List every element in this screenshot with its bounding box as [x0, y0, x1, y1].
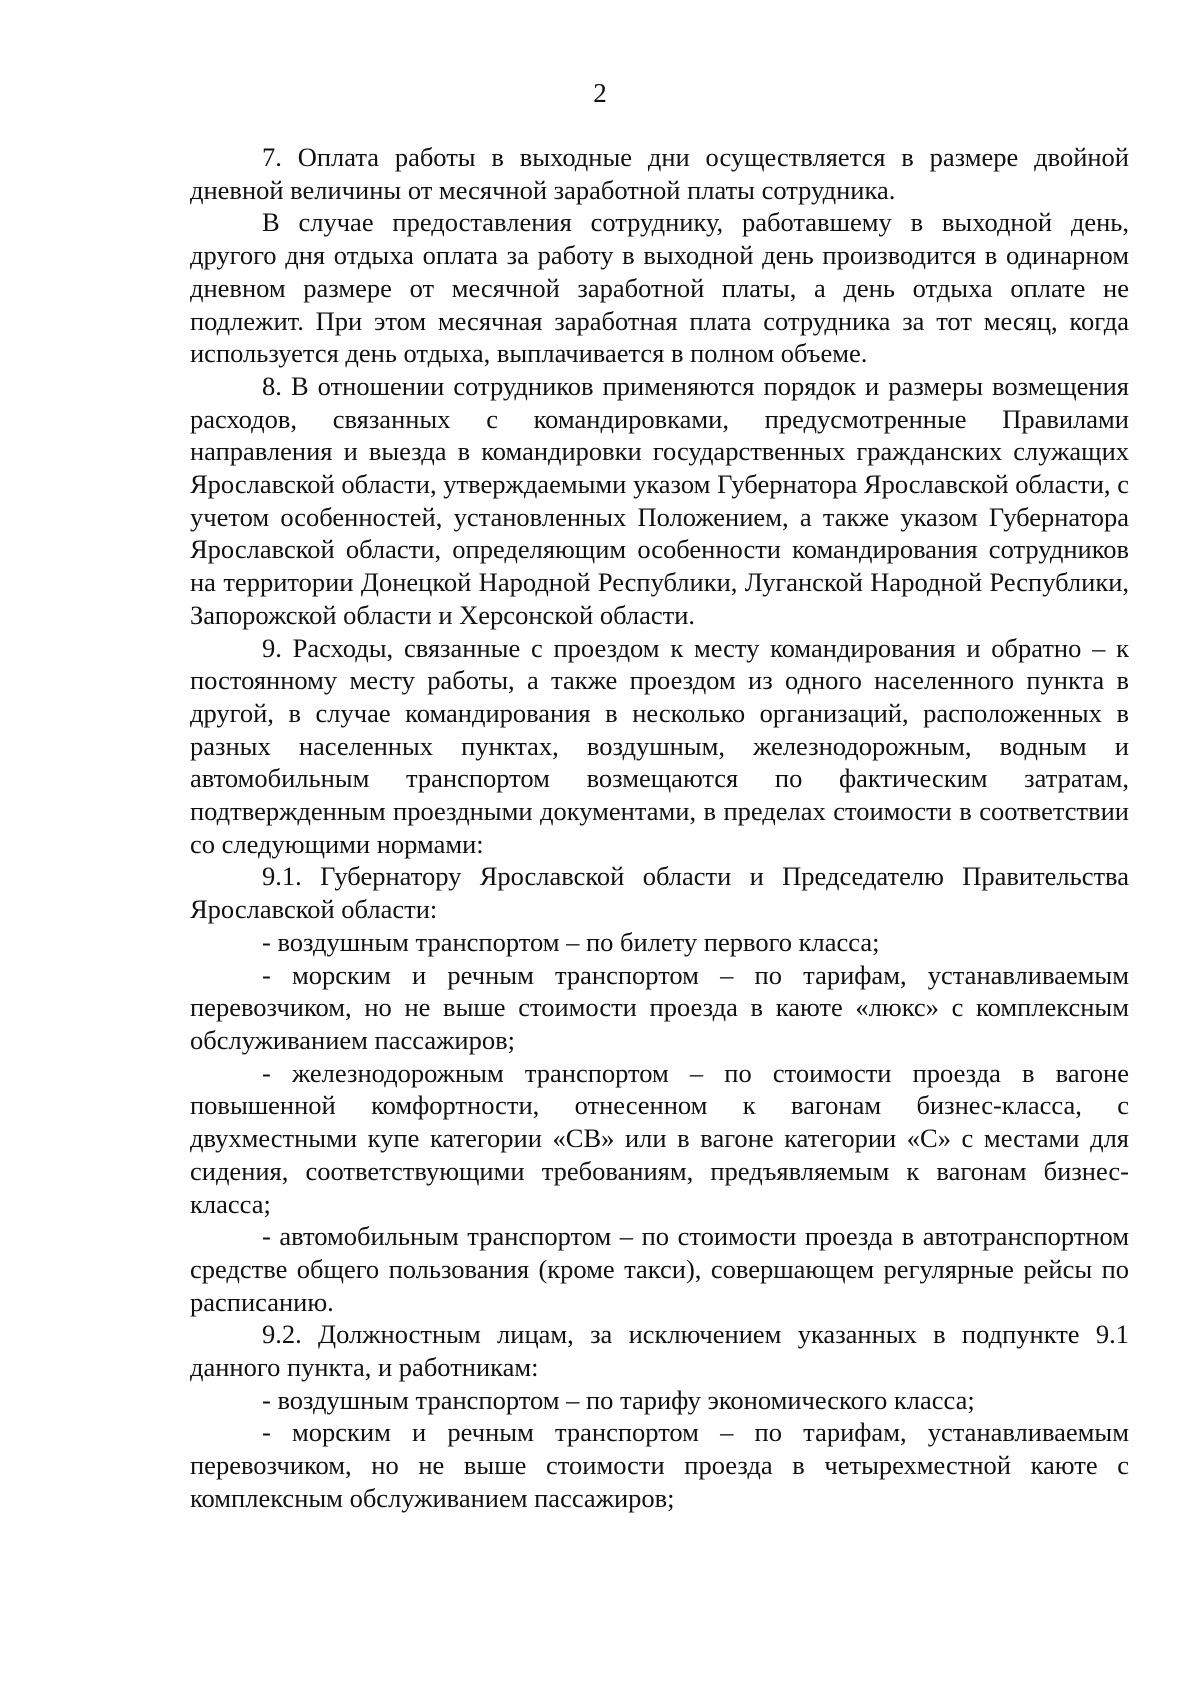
- paragraph-9-2-officials: 9.2. Должностным лицам, за исключением указанных в подпункте 9.1 данного пункта, и работникам:: [190, 1319, 1129, 1383]
- list-item-sea-river-lux: - морским и речным транспортом – по тарифам, устанавливаемым перевозчиком, но не выше стоимости проезда в каюте «люкс» с комплексным обслуживанием пассажиров;: [190, 959, 1129, 1055]
- paragraph-9-travel-expenses: 9. Расходы, связанные с проездом к месту командирования и обратно – к постоянному месту работы, а также проездом из одного населенного пункта в другой, в случае командирования в несколько организаций, расположенных в разных населенных пунктах, воздушным, железнодорожным, водным и автомобильным транспортом возмещаются по фактическим затратам, подтвержденным проездными документами, в пределах стоимости в соответствии со следующими нормами:: [190, 632, 1129, 859]
- list-item-rail-business: - железнодорожным транспортом – по стоимости проезда в вагоне повышенной комфортности, отнесенном к вагонам бизнес-класса, с двухместными купе категории «СВ» или в вагоне категории «С» с местами для сидения, соответствующими требованиям, предъявляемым к вагонам бизнес-класса;: [190, 1057, 1129, 1219]
- list-item-air-economy: - воздушным транспортом – по тарифу экономического класса;: [262, 1384, 975, 1415]
- page-number: 2: [593, 78, 607, 108]
- paragraph-8-business-trip-rules: 8. В отношении сотрудников применяются порядок и размеры возмещения расходов, связанных с командировками, предусмотренные Правилами направления и выезда в командировки государственных гражданских служащих Ярославской области, утверждаемыми указом Губернатора Ярославской области, с учетом особенностей, установленных Положением, а также указом Губернатора Ярославской области, определяющим особенности командирования сотрудников на территории Донецкой Народной Республики, Луганской Народной Республики, Запорожской области и Херсонской области.: [190, 370, 1129, 630]
- document-body: [190, 141, 1129, 1515]
- list-item-auto-public: - автомобильным транспортом – по стоимости проезда в автотранспортном средстве общего пользования (кроме такси), совершающем регулярные рейсы по расписанию.: [190, 1221, 1129, 1317]
- paragraph-9-1-governor: 9.1. Губернатору Ярославской области и Председателю Правительства Ярославской области:: [190, 861, 1129, 925]
- paragraph-7-weekend-pay: 7. Оплата работы в выходные дни осуществляется в размере двойной дневной величины от месячной заработной платы сотрудника.: [190, 142, 1129, 205]
- paragraph-rest-day: В случае предоставления сотруднику, работавшему в выходной день, другого дня отдыха оплата за работу в выходной день производится в одинарном дневном размере от месячной заработной платы, а день отдыха оплате не подлежит. При этом месячная заработная плата сотрудника за тот месяц, когда используется день отдыха, выплачивается в полном объеме.: [190, 207, 1129, 369]
- list-item-sea-river-four-berth: - морским и речным транспортом – по тарифам, устанавливаемым перевозчиком, но не выше стоимости проезда в четырехместной каюте с комплексным обслуживанием пассажиров;: [190, 1417, 1129, 1513]
- list-item-air-first-class: - воздушным транспортом – по билету первого класса;: [262, 926, 880, 957]
